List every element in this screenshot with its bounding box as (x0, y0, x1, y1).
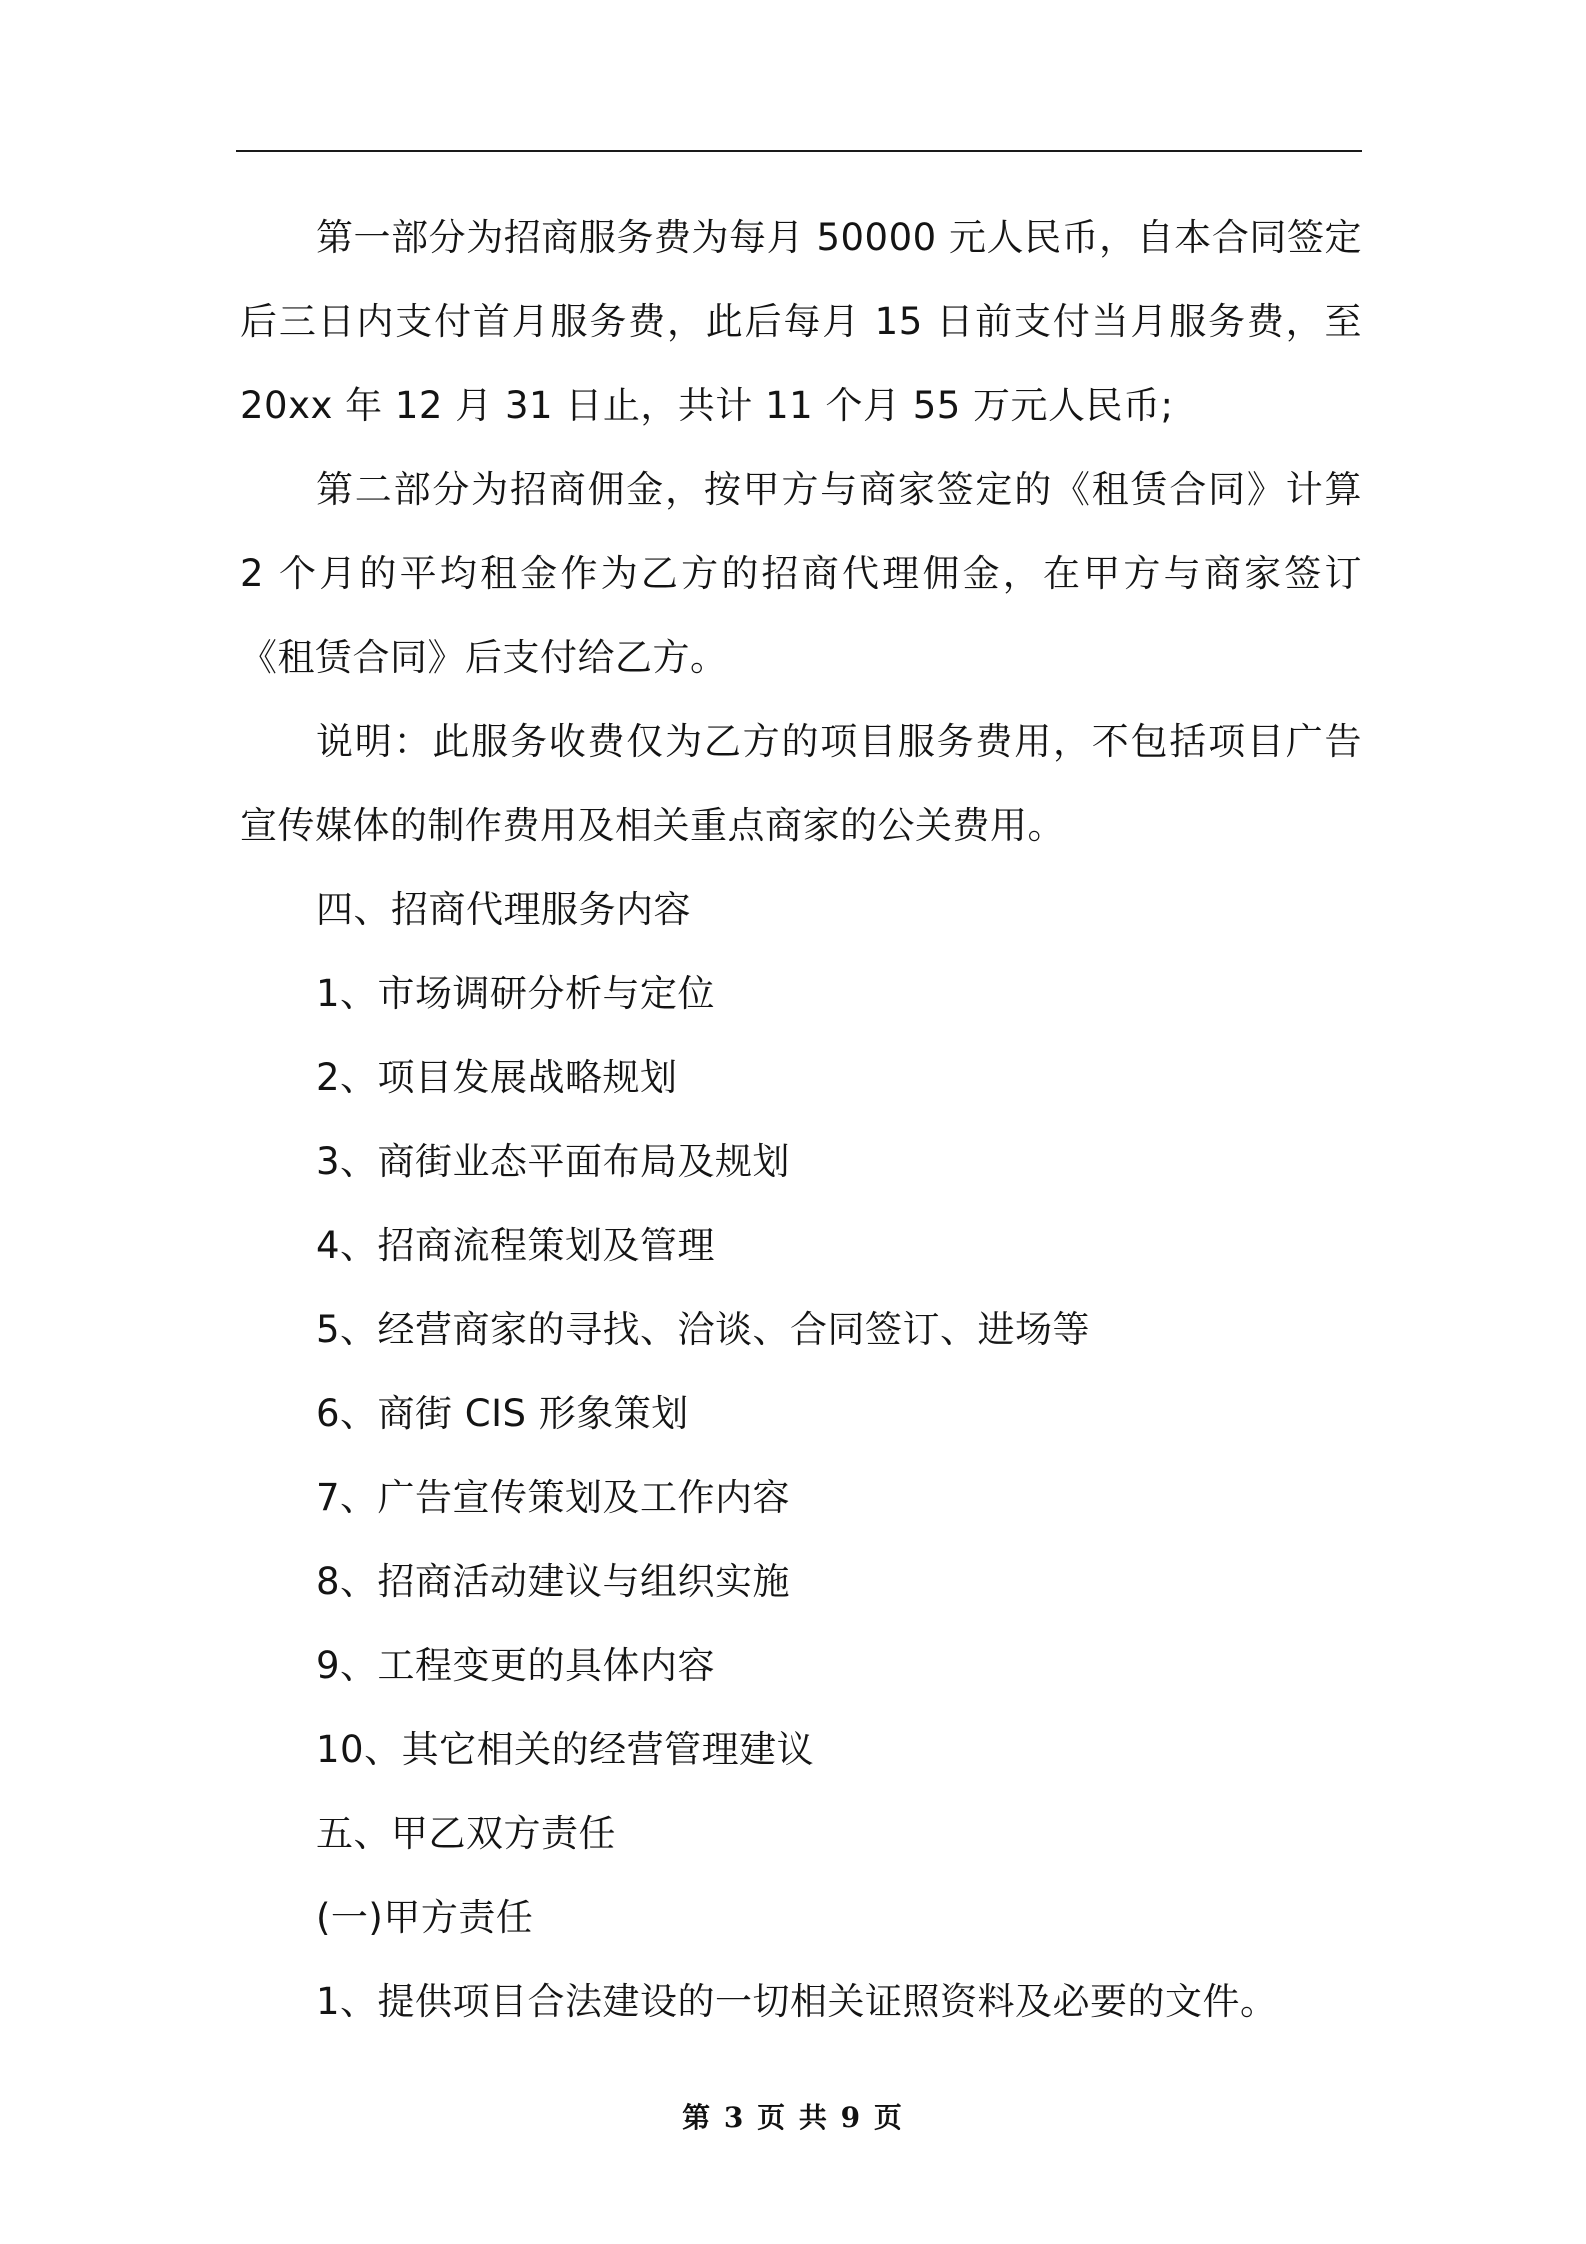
paragraph-service-fee: 第一部分为招商服务费为每月 50000 元人民币，自本合同签定后三日内支付首月服务费，此后每月 15 日前支付当月服务费，至 20xx 年 12 月 31 日止，共计 11 个月 55 万元人民币; (240, 216, 1362, 427)
list-item: 4、招商流程策划及管理 (316, 1224, 716, 1267)
list-item: 10、其它相关的经营管理建议 (316, 1728, 815, 1771)
paragraph-commission: 第二部分为招商佣金，按甲方与商家签定的《租赁合同》计算 2 个月的平均租金作为乙方的招商代理佣金，在甲方与商家签订《租赁合同》后支付给乙方。 (240, 468, 1362, 679)
list-item: 7、广告宣传策划及工作内容 (316, 1476, 791, 1519)
list-item: 1、市场调研分析与定位 (316, 972, 716, 1015)
paragraph-note: 说明：此服务收费仅为乙方的项目服务费用，不包括项目广告宣传媒体的制作费用及相关重点商家的公关费用。 (240, 720, 1362, 847)
subsection-heading-party-a: (一)甲方责任 (316, 1896, 534, 1939)
list-item: 1、提供项目合法建设的一切相关证照资料及必要的文件。 (316, 1980, 1278, 2023)
list-item: 3、商街业态平面布局及规划 (316, 1140, 791, 1183)
list-item: 2、项目发展战略规划 (316, 1056, 678, 1099)
header-rule (236, 150, 1362, 152)
list-item: 8、招商活动建议与组织实施 (316, 1560, 791, 1603)
document-body (240, 196, 1362, 2044)
list-item: 6、商街 CIS 形象策划 (316, 1392, 689, 1435)
list-item: 5、经营商家的寻找、洽谈、合同签订、进场等 (316, 1308, 1091, 1351)
list-item: 9、工程变更的具体内容 (316, 1644, 716, 1687)
page-number: 第 3 页 共 9 页 (682, 2101, 904, 2134)
section-heading-service-content: 四、招商代理服务内容 (316, 888, 691, 931)
section-heading-responsibilities: 五、甲乙双方责任 (316, 1812, 616, 1855)
